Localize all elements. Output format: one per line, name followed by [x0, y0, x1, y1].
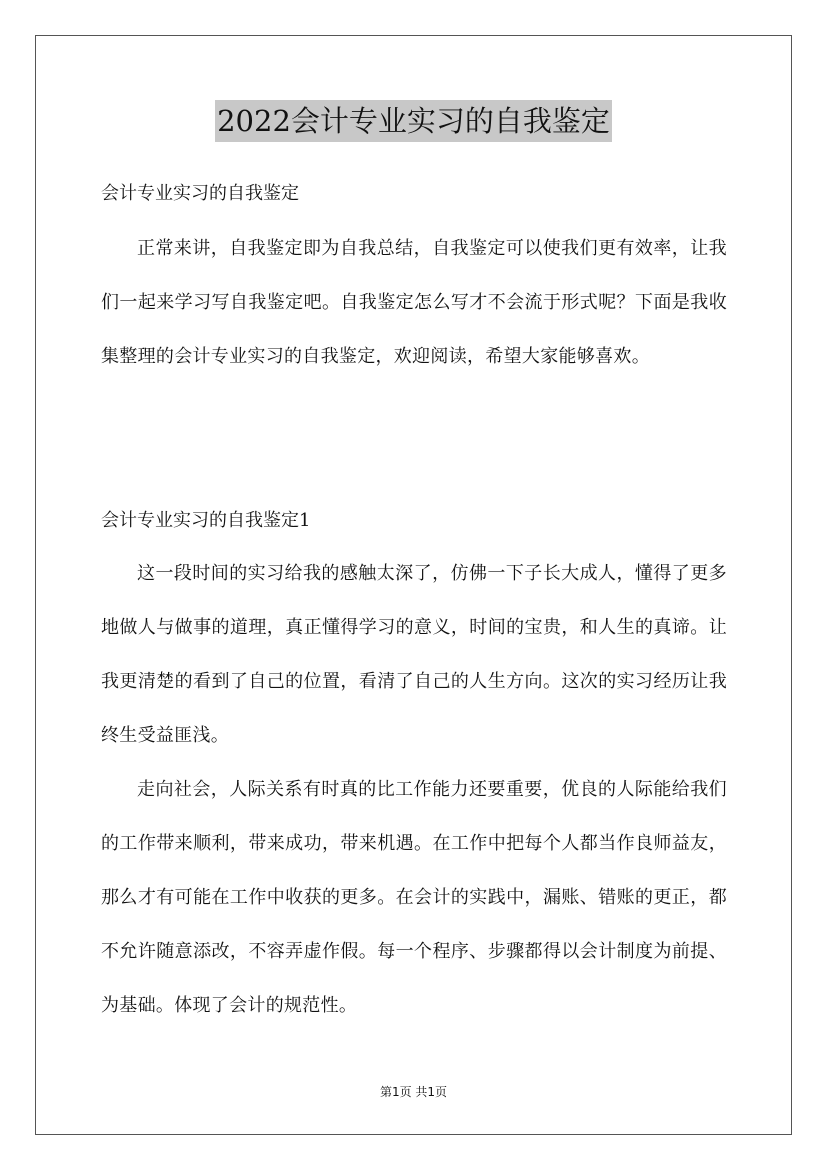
section1-paragraph-2: 走向社会，人际关系有时真的比工作能力还要重要，优良的人际能给我们的工作带来顺利，带来成功，带来机遇。在工作中把每个人都当作良师益友，那么才有可能在工作中收获的更多。在会计的实践中，漏账、错账的更正，都不允许随意添改，不容弄虚作假。每一个程序、步骤都得以会计制度为前提、为基础。体现了会计的规范性。: [101, 779, 727, 1016]
intro-paragraph: 正常来讲，自我鉴定即为自我总结，自我鉴定可以使我们更有效率，让我们一起来学习写自我鉴定吧。自我鉴定怎么写才不会流于形式呢？下面是我收集整理的会计专业实习的自我鉴定，欢迎阅读，希望大家能够喜欢。: [101, 238, 727, 367]
title-container: [0, 100, 827, 142]
document-subtitle: 会计专业实习的自我鉴定: [101, 183, 299, 204]
section-heading-1: 会计专业实习的自我鉴定1: [101, 510, 311, 531]
page-footer: 第1页 共1页: [379, 1085, 448, 1099]
document-title: 2022会计专业实习的自我鉴定: [215, 100, 612, 142]
section1-paragraph-1: 这一段时间的实习给我的感触太深了，仿佛一下子长大成人，懂得了更多地做人与做事的道理，真正懂得学习的意义，时间的宝贵，和人生的真谛。让我更清楚的看到了自己的位置，看清了自己的人生方向。这次的实习经历让我终生受益匪浅。: [101, 563, 727, 746]
